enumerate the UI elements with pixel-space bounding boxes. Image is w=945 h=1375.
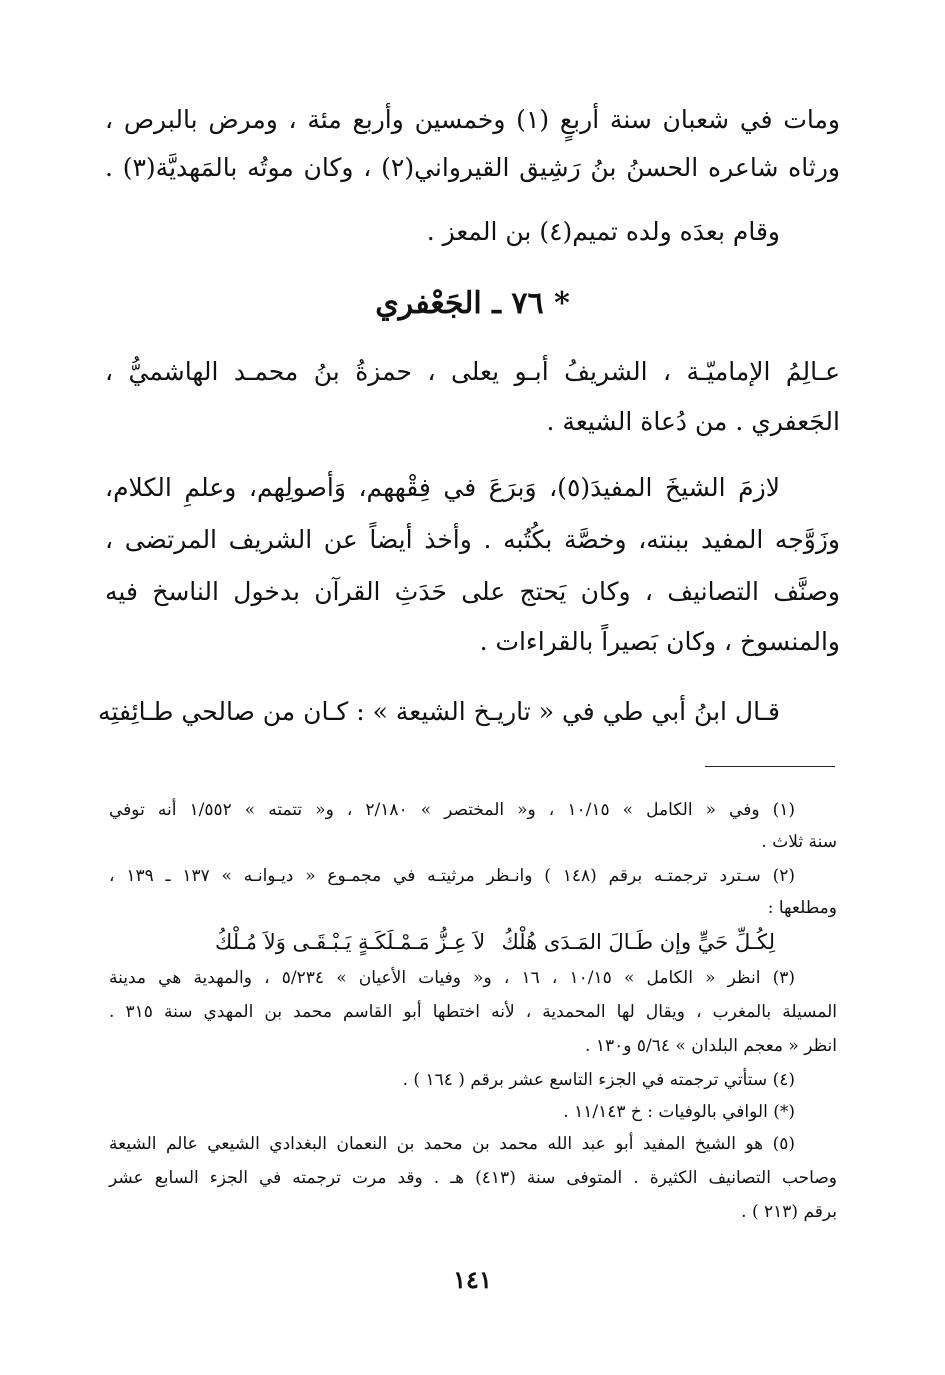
footnote-line: سنة ثلاث . bbox=[761, 832, 837, 852]
footnote-line: (٥) هو الشيخ المفيد أبو عبد الله محمد بن محمد بن النعمان البغدادي الشيعي عالم الشيعة bbox=[109, 1134, 795, 1154]
footnote-line: (٤) ستأتي ترجمته في الجزء التاسع عشر برقم ( ١٦٤ ) . bbox=[402, 1070, 795, 1090]
body-line: والمنسوخ ، وكان بَصيراً بالقراءات . bbox=[479, 627, 840, 656]
body-line: قـال ابنُ أبي طي في « تاريـخ الشيعة » : كـان من صالحي طـائِفتِه bbox=[98, 697, 780, 726]
footnote-line: (*) الوافي بالوفيات : خ ١١/١٤٣ . bbox=[563, 1102, 795, 1122]
footnote-line: (٣) انظر « الكامل » ١٠/١٥ ، ١٦ ، و« وفيات الأعيان » ٥/٢٣٤ ، والمهدية هي مدينة bbox=[109, 968, 795, 988]
footnote-line: (٢) سـترد ترجمتـه برقم (١٤٨ ) وانـظر مرثيتـه في مجمـوع « ديـوانـه » ١٣٧ ـ ١٣٩ ، bbox=[109, 866, 795, 886]
footnote-line: المسيلة بالمغرب ، ويقال لها المحمدية ، لأنه اختطها أبو القاسم محمد بن المهدي سنة ٣١٥ . bbox=[109, 1002, 837, 1022]
footnote-line: وصاحب التصانيف الكثيرة . المتوفى سنة (٤١٣) هـ . وقد مرت ترجمته في الجزء السابع عشر bbox=[109, 1168, 837, 1188]
footnote-separator bbox=[705, 766, 835, 767]
section-heading: ٧٦ ـ الجَعْفري * bbox=[375, 286, 570, 321]
verse-second-hemistich: لاَ عِـزُّ مَـمْـلَكَـةٍ يَـبْـقَـى وَلاَ مُـلْكُ bbox=[215, 930, 486, 954]
footnote-line: (١) وفي « الكامل » ١٠/١٥ ، و« المختصر » ٢/١٨٠ ، و« تتمته » ١/٥٥٢ أنه توفي bbox=[109, 800, 795, 820]
body-line: عـالِمُ الإماميّـة ، الشريفُ أبـو يعلى ، حمزةُ بنُ محمـد الهاشميُّ ، bbox=[105, 357, 840, 386]
footnote-line: انظر « معجم البلدان » ٥/٦٤ و١٣٠ . bbox=[585, 1036, 837, 1056]
body-line: وصنَّف التصانيف ، وكان يَحتج على حَدَثِ القرآن بدخول الناسخ فيه bbox=[105, 577, 840, 606]
body-line: لازمَ الشيخَ المفيدَ(٥)، وَبرَعَ في فِقْههم، وَأصولِهم، وعلمِ الكلام، bbox=[105, 473, 780, 502]
verse-first-hemistich: لِكُـلِّ حَيٍّ وإن طَـالَ المَـدَى هُلْكُ bbox=[501, 930, 775, 954]
footnote-line: برقم (٢١٣ ) . bbox=[741, 1202, 837, 1222]
body-line: وقام بعدَه ولده تميم(٤) بن المعز . bbox=[426, 217, 780, 246]
page-number: ١٤١ bbox=[453, 1265, 492, 1294]
body-line: ومات في شعبان سنة أربعٍ (١) وخمسين وأربع مئة ، ومرض بالبرص ، bbox=[105, 105, 840, 134]
body-line: وزَوَّجه المفيد ببنته، وخصَّة بكُتُبه . وأخذ أيضاً عن الشريف المرتضى ، bbox=[105, 525, 840, 554]
body-line: الجَعفري . من دُعاة الشيعة . bbox=[546, 407, 840, 436]
body-line: ورثاه شاعره الحسنُ بنُ رَشِيق القيرواني(٢) ، وكان موتُه بالمَهديَّة(٣) . bbox=[105, 153, 840, 182]
footnote-line: ومطلعها : bbox=[767, 898, 837, 918]
verse bbox=[215, 924, 775, 960]
